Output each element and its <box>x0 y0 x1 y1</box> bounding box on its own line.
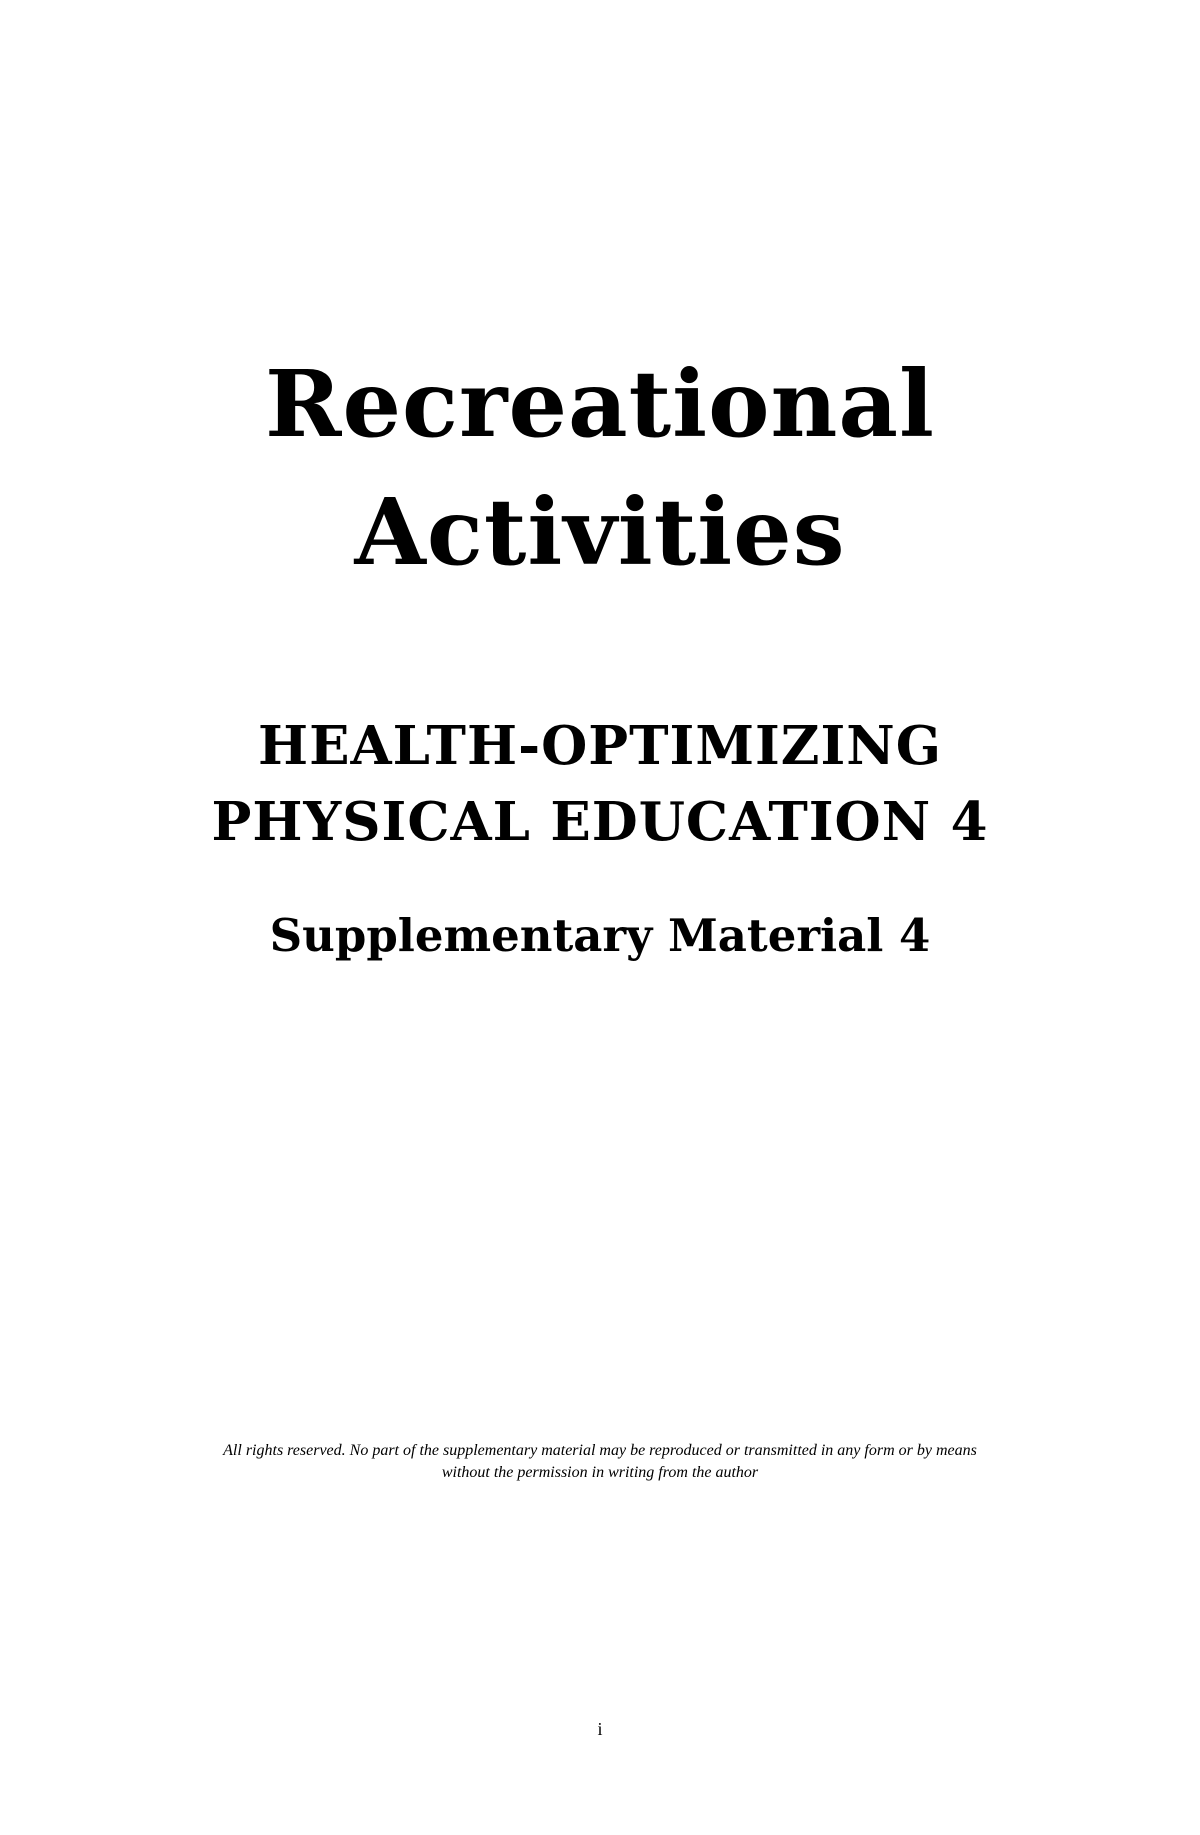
title-line-1: Recreational <box>265 350 935 458</box>
rights-line-2: without the permission in writing from the author <box>441 1464 759 1481</box>
subject-line-2: PHYSICAL EDUCATION 4 <box>211 791 989 853</box>
subject-heading <box>0 708 1200 860</box>
document-title <box>0 340 1200 596</box>
subject-line-1: HEALTH-OPTIMIZING <box>258 715 942 777</box>
rights-line-1: All rights reserved. No part of the supplementary material may be reproduced or transmitted in any form or by means <box>223 1442 977 1459</box>
title-line-2: Activities <box>354 478 846 586</box>
page-number: i <box>597 1719 603 1739</box>
material-label: Supplementary Material 4 <box>269 909 931 962</box>
rights-notice <box>100 1440 1100 1484</box>
